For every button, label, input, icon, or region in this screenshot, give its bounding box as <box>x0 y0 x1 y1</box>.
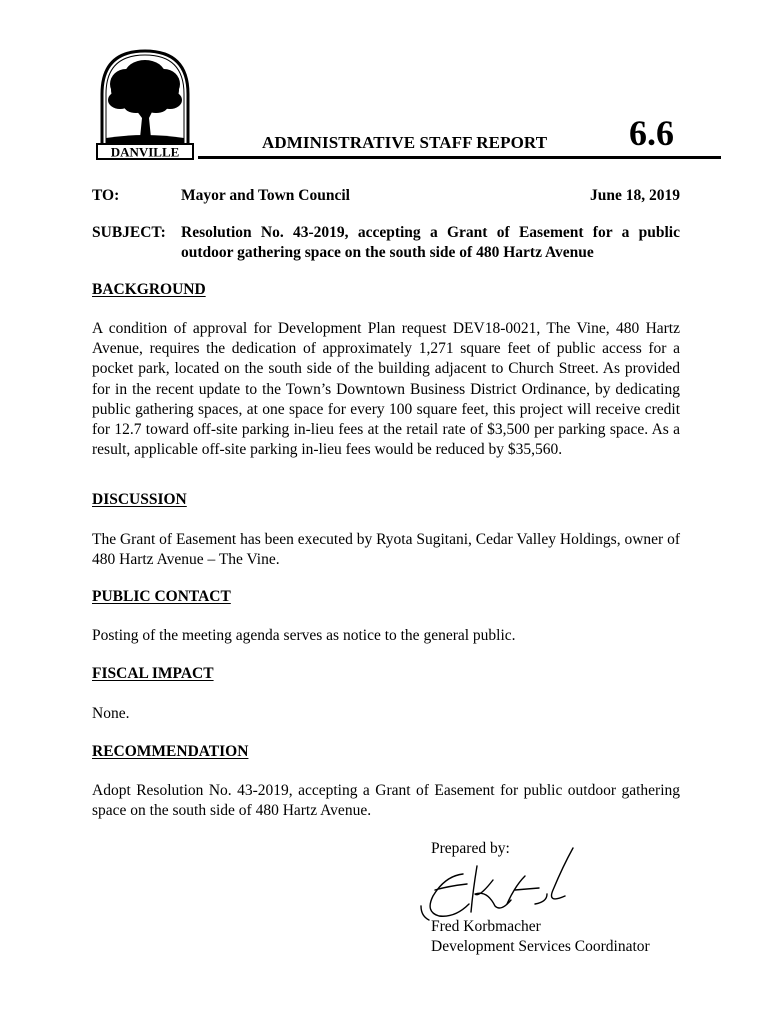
discussion-text: The Grant of Easement has been executed by Ryota Sugitani, Cedar Valley Holdings, owner of 480 Hartz Avenue – The Vine. <box>92 531 680 569</box>
report-title: ADMINISTRATIVE STAFF REPORT <box>262 133 548 152</box>
handwritten-signature <box>415 846 585 926</box>
background-text: A condition of approval for Development Plan request DEV18-0021, The Vine, 480 Hartz Avenue, requires the dedication of approximately 1,271 square feet of public access for a pocket park, located on the south side of the building adjacent to Church Street. As provided for in the recent update to the Town’s Downtown Business District Ordinance, by dedicating public gathering spaces, at one space for every 100 square feet, this project will receive credit for 12.7 toward off-site parking in-lieu fees at the retail rate of $3,500 per parking space. As a result, applicable off-site parking in-lieu fees would be reduced by $35,560. <box>92 320 680 459</box>
background-heading: BACKGROUND <box>92 281 206 298</box>
agenda-item-number: 6.6 <box>629 113 674 153</box>
preparer-name: Fred Korbmacher <box>431 918 541 935</box>
subject-value: Resolution No. 43-2019, accepting a Grant of Easement for a public outdoor gathering space on the south side of 480 Hartz Avenue <box>181 224 680 261</box>
to-label: TO: <box>92 187 120 204</box>
oak-tree-icon <box>96 48 194 160</box>
preparer-title: Development Services Coordinator <box>431 938 650 955</box>
public-contact-text: Posting of the meeting agenda serves as notice to the general public. <box>92 627 516 644</box>
prepared-by-label: Prepared by: <box>431 840 510 857</box>
fiscal-impact-heading: FISCAL IMPACT <box>92 665 214 682</box>
discussion-heading: DISCUSSION <box>92 491 187 508</box>
recommendation-text: Adopt Resolution No. 43-2019, accepting a Grant of Easement for public outdoor gathering space on the south side of 480 Hartz Avenue. <box>92 782 680 820</box>
to-value: Mayor and Town Council <box>181 187 350 204</box>
subject-label: SUBJECT: <box>92 224 166 241</box>
report-date: June 18, 2019 <box>590 187 680 204</box>
header-rule <box>198 156 721 159</box>
recommendation-heading: RECOMMENDATION <box>92 743 249 760</box>
logo-wordmark: DANVILLE <box>110 144 180 160</box>
public-contact-heading: PUBLIC CONTACT <box>92 588 231 605</box>
danville-logo <box>96 48 194 160</box>
fiscal-impact-text: None. <box>92 705 130 722</box>
